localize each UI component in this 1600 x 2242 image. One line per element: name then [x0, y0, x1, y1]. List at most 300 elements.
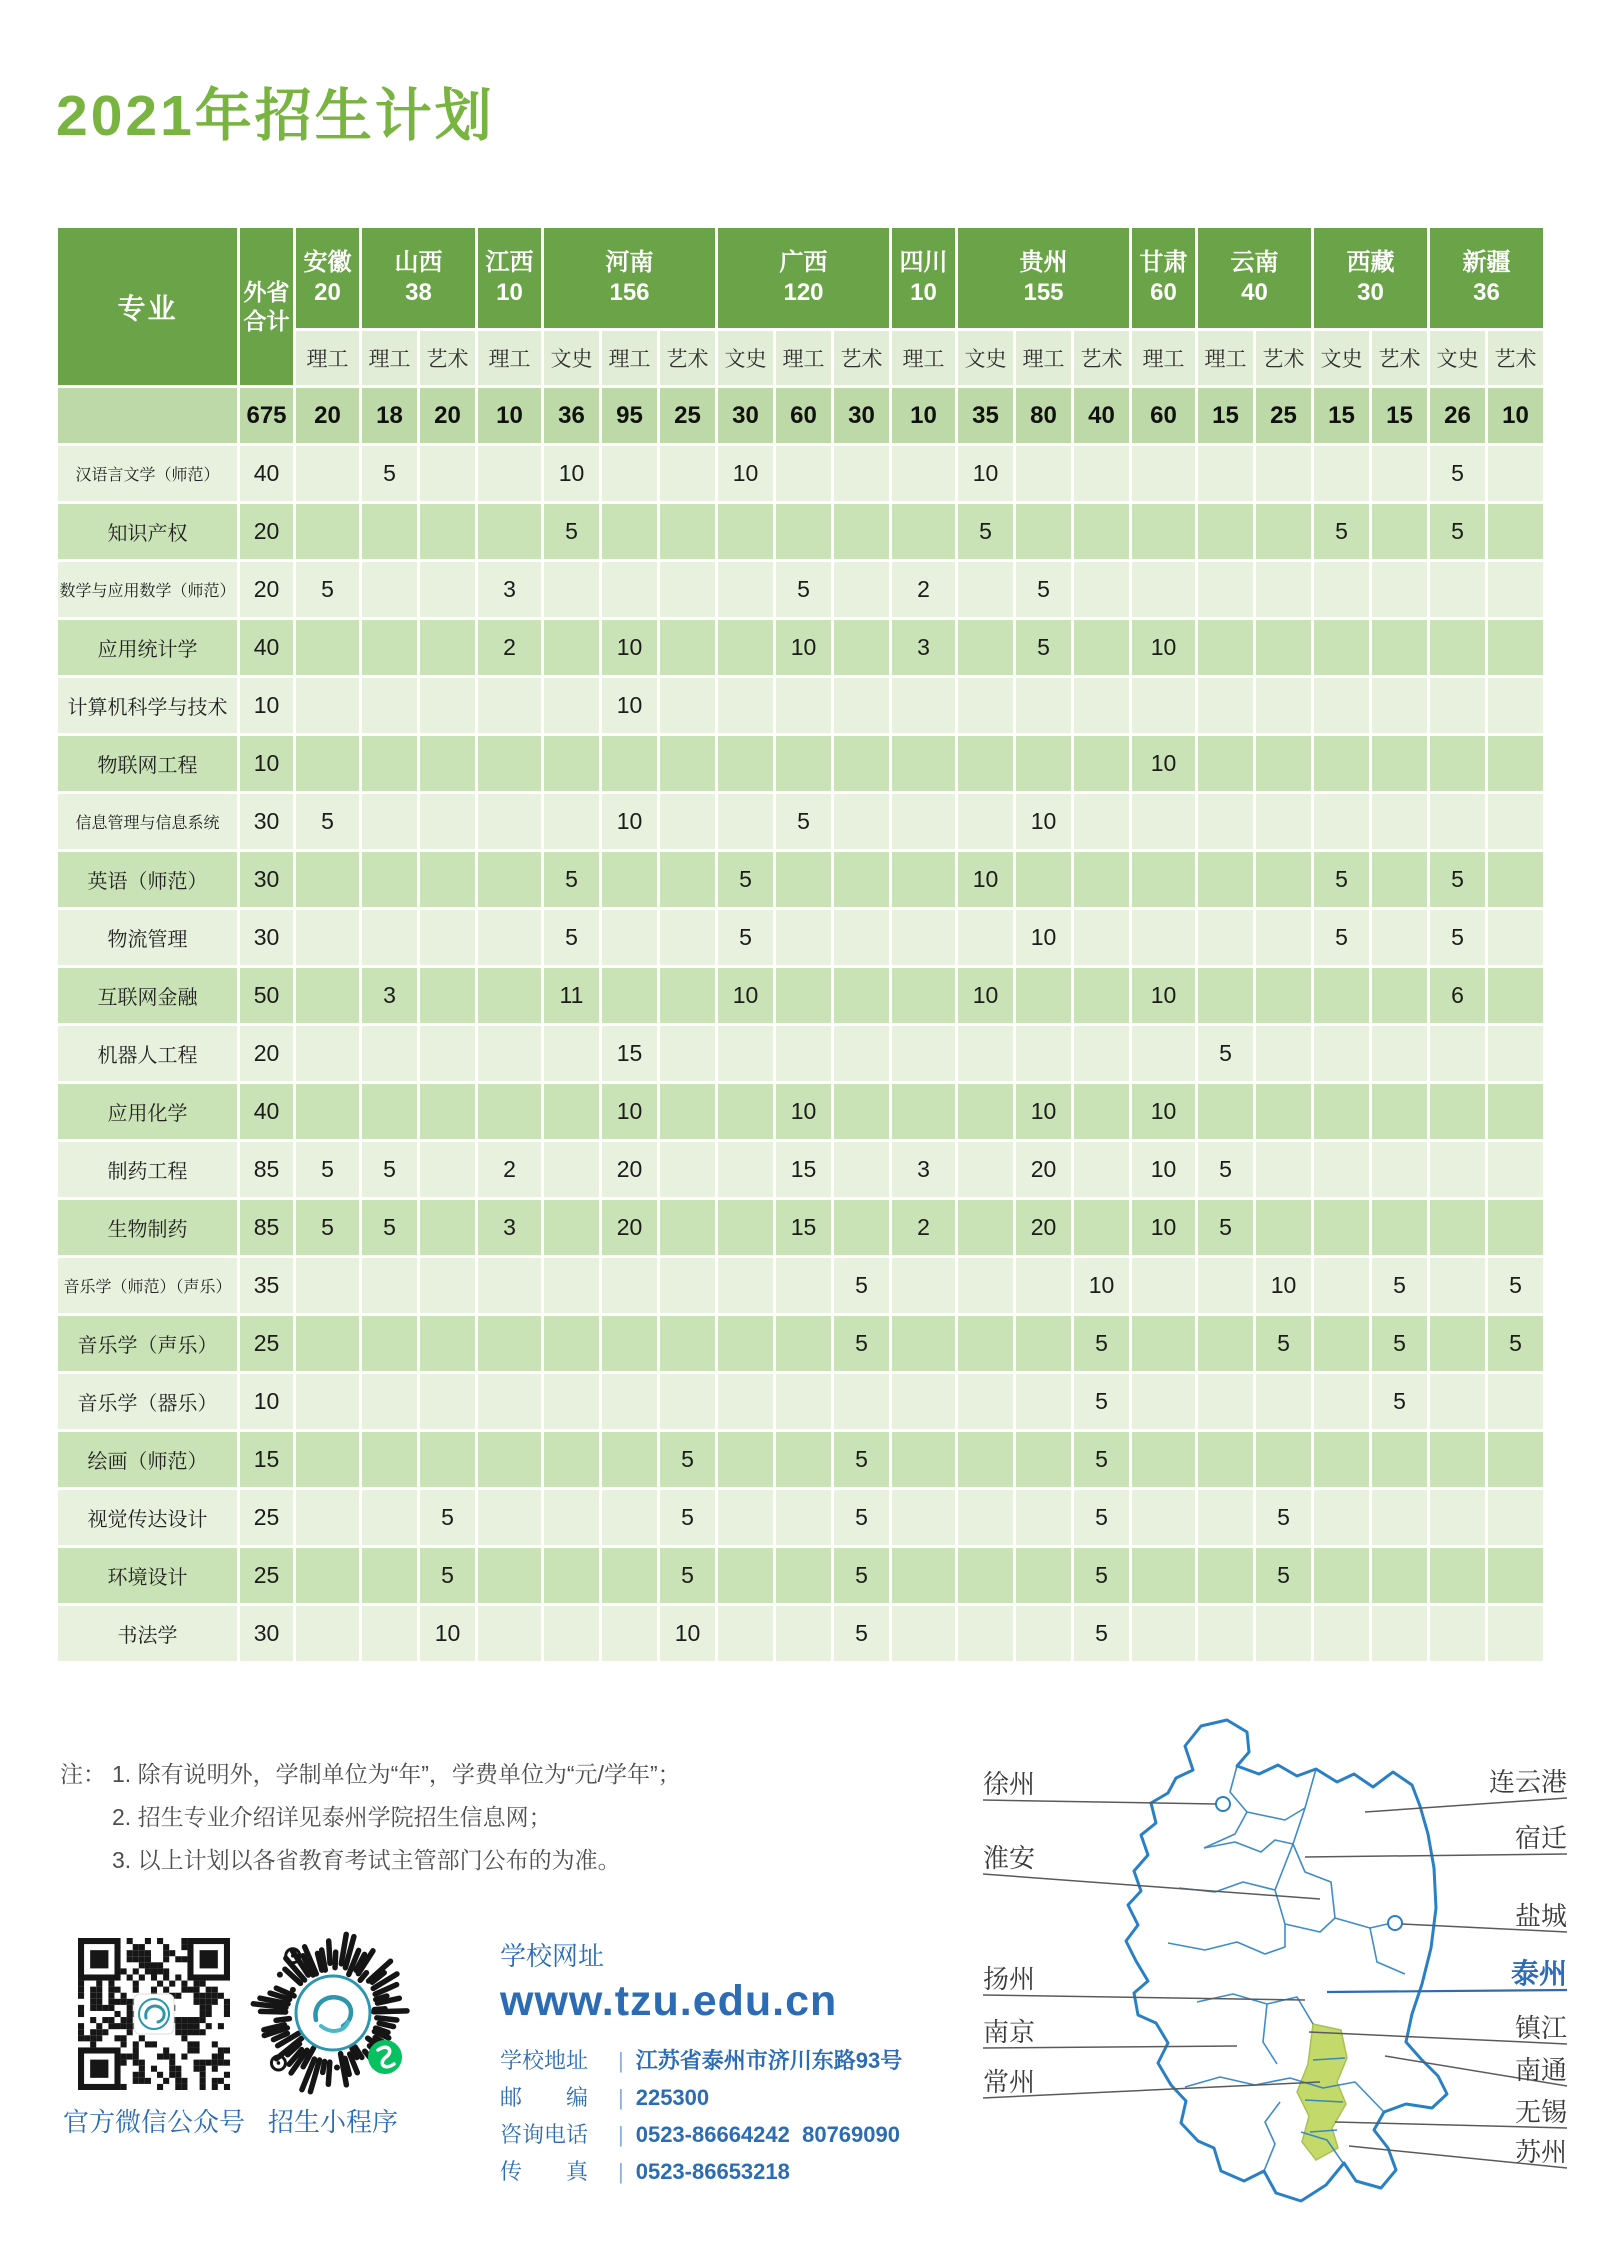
quota-cell	[419, 677, 477, 735]
quota-cell	[957, 1489, 1015, 1547]
quota-cell	[1255, 1199, 1313, 1257]
table-row	[57, 909, 1545, 967]
quota-cell	[361, 619, 419, 677]
quota-cell: 5	[1487, 1257, 1545, 1315]
note-item: 2. 招生专业介绍详见泰州学院招生信息网；	[112, 1804, 552, 1830]
quota-cell	[1313, 1083, 1371, 1141]
quota-cell	[717, 1257, 775, 1315]
totals-value-cell: 60	[775, 387, 833, 445]
quota-cell	[833, 967, 891, 1025]
quota-cell	[601, 1315, 659, 1373]
quota-cell	[1487, 445, 1545, 503]
quota-cell	[419, 1257, 477, 1315]
miniprogram-label: 招生小程序	[267, 2107, 398, 2137]
quota-cell: 5	[833, 1489, 891, 1547]
quota-cell	[833, 503, 891, 561]
major-cell: 计算机科学与技术	[57, 677, 239, 735]
quota-cell: 10	[1015, 793, 1073, 851]
out-of-province-total-header	[239, 227, 295, 387]
quota-cell	[1197, 1431, 1255, 1489]
quota-cell	[1429, 619, 1487, 677]
province-name: 安徽	[303, 249, 352, 276]
quota-cell	[1371, 1431, 1429, 1489]
quota-cell	[1255, 619, 1313, 677]
quota-cell	[1255, 503, 1313, 561]
table-row	[57, 677, 1545, 735]
quota-cell	[543, 1315, 601, 1373]
quota-cell	[775, 1315, 833, 1373]
quota-cell	[717, 1431, 775, 1489]
province-header-cell	[717, 227, 891, 330]
quota-cell	[1371, 1489, 1429, 1547]
contact-block	[500, 1936, 902, 2190]
quota-cell	[1429, 1489, 1487, 1547]
quota-cell: 5	[419, 1489, 477, 1547]
quota-cell	[543, 619, 601, 677]
quota-cell	[717, 1373, 775, 1431]
quota-cell	[1015, 1547, 1073, 1605]
quota-cell	[717, 1605, 775, 1663]
map-city-label: 常州	[983, 2067, 1036, 2097]
quota-cell	[601, 503, 659, 561]
quota-cell	[775, 909, 833, 967]
quota-cell	[891, 677, 957, 735]
quota-cell: 10	[1131, 1083, 1197, 1141]
quota-cell	[659, 793, 717, 851]
quota-cell	[833, 1199, 891, 1257]
quota-cell	[659, 1141, 717, 1199]
divider: |	[618, 2048, 624, 2073]
map-city-label: 扬州	[983, 1964, 1036, 1994]
quota-cell	[891, 793, 957, 851]
quota-cell	[601, 561, 659, 619]
quota-cell	[295, 1257, 361, 1315]
quota-cell	[543, 1373, 601, 1431]
row-total-cell: 50	[239, 967, 295, 1025]
quota-cell	[295, 851, 361, 909]
table-row	[57, 1373, 1545, 1431]
totals-value-cell: 18	[361, 387, 419, 445]
quota-cell	[1371, 1547, 1429, 1605]
quota-cell	[1255, 1025, 1313, 1083]
major-cell: 环境设计	[57, 1547, 239, 1605]
quota-cell	[891, 1489, 957, 1547]
quota-cell	[957, 561, 1015, 619]
quota-cell	[1255, 909, 1313, 967]
quota-cell	[601, 445, 659, 503]
quota-cell: 3	[477, 561, 543, 619]
province-name: 广西	[779, 249, 828, 276]
quota-cell: 10	[543, 445, 601, 503]
divider: |	[618, 2085, 624, 2110]
quota-cell	[659, 1025, 717, 1083]
quota-cell: 10	[1131, 1141, 1197, 1199]
quota-cell: 10	[957, 851, 1015, 909]
row-total-cell: 30	[239, 851, 295, 909]
row-total-cell: 25	[239, 1547, 295, 1605]
quota-cell	[1131, 851, 1197, 909]
row-total-cell: 30	[239, 909, 295, 967]
quota-cell	[1131, 503, 1197, 561]
province-name: 西藏	[1346, 249, 1395, 276]
quota-cell: 5	[1429, 503, 1487, 561]
quota-cell	[1429, 1025, 1487, 1083]
quota-cell: 10	[601, 793, 659, 851]
quota-cell	[1131, 677, 1197, 735]
province-map-icon	[975, 1692, 1575, 2242]
quota-cell	[1131, 445, 1197, 503]
quota-cell	[659, 967, 717, 1025]
totals-value-cell: 20	[419, 387, 477, 445]
quota-cell	[295, 1431, 361, 1489]
major-cell: 音乐学（师范）（声乐）	[57, 1257, 239, 1315]
quota-cell	[775, 735, 833, 793]
quota-cell	[833, 619, 891, 677]
quota-cell: 5	[1073, 1431, 1131, 1489]
province-header-cell	[1429, 227, 1545, 330]
quota-cell: 20	[601, 1199, 659, 1257]
quota-cell	[891, 851, 957, 909]
major-cell: 生物制药	[57, 1199, 239, 1257]
quota-cell: 10	[717, 967, 775, 1025]
page-title: 2021年招生计划	[56, 84, 495, 148]
contact-row-zip: 邮 编 | 225300	[500, 2085, 710, 2110]
province-quota: 20	[314, 279, 341, 306]
quota-cell	[775, 503, 833, 561]
major-cell: 视觉传达设计	[57, 1489, 239, 1547]
quota-cell: 10	[601, 677, 659, 735]
quota-cell: 10	[957, 445, 1015, 503]
quota-cell	[1313, 445, 1371, 503]
row-total-cell: 40	[239, 1083, 295, 1141]
map-city-label: 盐城	[1514, 1901, 1567, 1931]
quota-cell	[543, 735, 601, 793]
quota-cell	[1313, 1141, 1371, 1199]
quota-cell	[295, 1489, 361, 1547]
table-row	[57, 1315, 1545, 1373]
miniprogram-code	[250, 1930, 416, 2096]
quota-cell	[833, 1141, 891, 1199]
quota-cell	[1487, 909, 1545, 967]
contact-row-fax: 传 真 | 0523-86653218	[500, 2159, 790, 2184]
contact-row-address: 学校地址 | 江苏省泰州市济川东路93号	[500, 2048, 903, 2073]
quota-cell	[361, 793, 419, 851]
quota-cell	[833, 909, 891, 967]
province-header-cell	[1313, 227, 1429, 330]
quota-cell	[1371, 851, 1429, 909]
quota-cell: 5	[1429, 445, 1487, 503]
quota-cell	[1131, 909, 1197, 967]
quota-cell: 5	[833, 1547, 891, 1605]
quota-cell: 10	[1015, 909, 1073, 967]
row-total-cell: 10	[239, 1373, 295, 1431]
quota-cell	[419, 1141, 477, 1199]
table-row	[57, 619, 1545, 677]
quota-cell: 10	[1255, 1257, 1313, 1315]
quota-cell	[957, 619, 1015, 677]
total-header-line: 外省	[243, 278, 290, 305]
quota-cell: 5	[295, 1141, 361, 1199]
quota-cell: 10	[601, 619, 659, 677]
quota-cell	[957, 1605, 1015, 1663]
table-row	[57, 1431, 1545, 1489]
subject-header-cell: 理工	[775, 330, 833, 387]
quota-cell	[1487, 1025, 1545, 1083]
quota-cell: 5	[833, 1257, 891, 1315]
quota-cell	[775, 851, 833, 909]
quota-cell: 10	[1131, 967, 1197, 1025]
quota-cell	[1197, 1605, 1255, 1663]
major-cell: 数学与应用数学（师范）	[57, 561, 239, 619]
quota-cell: 5	[659, 1431, 717, 1489]
quota-cell	[361, 851, 419, 909]
quota-cell	[833, 561, 891, 619]
quota-cell	[1429, 1373, 1487, 1431]
miniprogram-sunburst-icon	[250, 1930, 416, 2096]
note-item: 1. 除有说明外，学制单位为“年”，学费单位为“元/学年”；	[112, 1761, 681, 1787]
quota-cell	[1487, 1373, 1545, 1431]
quota-cell	[891, 445, 957, 503]
quota-cell	[1015, 445, 1073, 503]
quota-cell	[1131, 1431, 1197, 1489]
quota-cell	[1197, 1083, 1255, 1141]
quota-cell	[295, 1083, 361, 1141]
quota-cell	[775, 1547, 833, 1605]
quota-cell: 10	[1131, 1199, 1197, 1257]
quota-cell	[659, 677, 717, 735]
quota-cell: 5	[1197, 1025, 1255, 1083]
quota-cell	[957, 1315, 1015, 1373]
totals-value-cell: 20	[295, 387, 361, 445]
quota-cell	[1197, 1257, 1255, 1315]
quota-cell	[1073, 1199, 1131, 1257]
quota-cell	[361, 1431, 419, 1489]
quota-cell	[833, 1025, 891, 1083]
quota-cell	[295, 619, 361, 677]
quota-cell	[419, 851, 477, 909]
quota-cell: 5	[1197, 1141, 1255, 1199]
row-total-cell: 20	[239, 503, 295, 561]
totals-major-cell	[57, 387, 239, 445]
quota-cell	[295, 1373, 361, 1431]
table-row	[57, 1199, 1545, 1257]
map-city-label: 徐州	[983, 1769, 1036, 1799]
quota-cell	[1429, 1141, 1487, 1199]
quota-cell	[419, 1025, 477, 1083]
quota-cell: 10	[1131, 735, 1197, 793]
quota-cell	[1015, 1489, 1073, 1547]
note-item: 3. 以上计划以各省教育考试主管部门公布的为准。	[112, 1847, 621, 1873]
quota-cell	[419, 445, 477, 503]
quota-cell: 5	[775, 793, 833, 851]
totals-value-cell: 10	[477, 387, 543, 445]
province-name: 山西	[394, 249, 443, 276]
quota-cell: 5	[1371, 1315, 1429, 1373]
quota-cell	[891, 909, 957, 967]
quota-cell	[1313, 1489, 1371, 1547]
quota-cell	[1197, 619, 1255, 677]
row-total-cell: 10	[239, 677, 295, 735]
quota-cell: 2	[477, 619, 543, 677]
quota-cell	[419, 793, 477, 851]
quota-cell	[1313, 1431, 1371, 1489]
quota-cell	[1197, 503, 1255, 561]
table-row	[57, 793, 1545, 851]
totals-value-cell: 15	[1371, 387, 1429, 445]
province-quota: 30	[1357, 279, 1384, 306]
quota-cell	[891, 1025, 957, 1083]
quota-cell	[1429, 1315, 1487, 1373]
row-total-cell: 40	[239, 445, 295, 503]
quota-cell	[543, 1257, 601, 1315]
quota-cell: 20	[1015, 1199, 1073, 1257]
quota-cell	[295, 967, 361, 1025]
quota-cell	[477, 677, 543, 735]
quota-cell	[295, 735, 361, 793]
quota-cell	[1197, 851, 1255, 909]
quota-cell	[295, 503, 361, 561]
grand-total-cell: 675	[239, 387, 295, 445]
totals-value-cell: 40	[1073, 387, 1131, 445]
quota-cell	[1131, 1315, 1197, 1373]
quota-cell	[891, 1083, 957, 1141]
quota-cell	[543, 1141, 601, 1199]
quota-cell: 5	[1429, 851, 1487, 909]
quota-cell	[833, 677, 891, 735]
quota-cell	[477, 735, 543, 793]
quota-cell	[891, 1605, 957, 1663]
quota-cell: 5	[295, 793, 361, 851]
quota-cell	[1197, 735, 1255, 793]
quota-cell	[957, 677, 1015, 735]
quota-cell	[833, 1373, 891, 1431]
quota-cell: 5	[419, 1547, 477, 1605]
quota-cell	[1073, 793, 1131, 851]
quota-cell	[1131, 1373, 1197, 1431]
quota-cell	[601, 1431, 659, 1489]
quota-cell: 5	[543, 909, 601, 967]
quota-cell: 5	[1073, 1605, 1131, 1663]
major-cell: 知识产权	[57, 503, 239, 561]
quota-cell: 3	[891, 1141, 957, 1199]
quota-cell	[477, 851, 543, 909]
quota-cell	[543, 1547, 601, 1605]
quota-cell	[419, 1315, 477, 1373]
province-name: 江西	[485, 249, 534, 276]
map-city-label-taizhou: 泰州	[1510, 1958, 1567, 1989]
quota-cell	[891, 1547, 957, 1605]
totals-value-cell: 30	[717, 387, 775, 445]
totals-value-cell: 36	[543, 387, 601, 445]
quota-cell	[1255, 967, 1313, 1025]
quota-cell	[1371, 1083, 1429, 1141]
quota-cell	[1073, 445, 1131, 503]
quota-cell: 5	[295, 561, 361, 619]
major-cell: 机器人工程	[57, 1025, 239, 1083]
subject-header-cell: 艺术	[1073, 330, 1131, 387]
subject-header-cell: 艺术	[659, 330, 717, 387]
quota-cell	[1197, 793, 1255, 851]
quota-cell	[1371, 619, 1429, 677]
quota-cell	[543, 1431, 601, 1489]
quota-cell	[957, 1373, 1015, 1431]
quota-cell: 5	[957, 503, 1015, 561]
major-cell: 音乐学（器乐）	[57, 1373, 239, 1431]
quota-cell	[477, 793, 543, 851]
quota-cell	[891, 1373, 957, 1431]
quota-cell	[1131, 1547, 1197, 1605]
quota-cell	[717, 1547, 775, 1605]
quota-cell: 5	[1313, 503, 1371, 561]
quota-cell	[775, 445, 833, 503]
map-city-label: 无锡	[1514, 2097, 1567, 2127]
province-name: 甘肃	[1139, 249, 1188, 276]
quota-cell	[1255, 851, 1313, 909]
quota-cell: 5	[833, 1431, 891, 1489]
subject-header-cell: 艺术	[419, 330, 477, 387]
quota-cell	[601, 735, 659, 793]
table-row	[57, 445, 1545, 503]
quota-cell	[1197, 909, 1255, 967]
province-quota: 40	[1241, 279, 1268, 306]
website-label: 学校网址	[500, 1941, 605, 1971]
map-city-label: 南京	[983, 2017, 1036, 2047]
province-quota: 155	[1023, 279, 1064, 306]
quota-cell	[419, 503, 477, 561]
quota-cell	[717, 1315, 775, 1373]
quota-cell	[775, 677, 833, 735]
quota-cell	[1073, 967, 1131, 1025]
quota-cell: 5	[1313, 851, 1371, 909]
totals-value-cell: 80	[1015, 387, 1073, 445]
quota-cell	[775, 1257, 833, 1315]
quota-cell	[1487, 1083, 1545, 1141]
notes-block	[60, 1753, 681, 1882]
totals-value-cell: 15	[1197, 387, 1255, 445]
table-row	[57, 561, 1545, 619]
province-header-cell	[891, 227, 957, 330]
quota-cell	[957, 1025, 1015, 1083]
quota-cell	[419, 1199, 477, 1257]
quota-cell	[361, 677, 419, 735]
quota-cell	[833, 445, 891, 503]
quota-cell	[1371, 445, 1429, 503]
quota-cell: 15	[775, 1141, 833, 1199]
quota-cell: 5	[1015, 619, 1073, 677]
quota-cell	[1429, 735, 1487, 793]
quota-cell	[717, 1489, 775, 1547]
quota-cell	[1255, 677, 1313, 735]
contact-rows	[500, 2042, 902, 2190]
row-total-cell: 10	[239, 735, 295, 793]
quota-cell	[601, 967, 659, 1025]
admission-table-wrap	[55, 225, 1546, 1664]
quota-cell	[419, 1431, 477, 1489]
quota-cell	[1255, 1141, 1313, 1199]
quota-cell	[295, 1025, 361, 1083]
quota-cell	[477, 1315, 543, 1373]
table-row	[57, 1489, 1545, 1547]
quota-cell	[659, 1257, 717, 1315]
quota-cell: 3	[361, 967, 419, 1025]
quota-cell: 5	[1371, 1257, 1429, 1315]
quota-cell	[477, 1431, 543, 1489]
totals-value-cell: 30	[833, 387, 891, 445]
quota-cell: 5	[659, 1547, 717, 1605]
totals-value-cell: 25	[1255, 387, 1313, 445]
quota-cell	[957, 1083, 1015, 1141]
quota-cell	[419, 735, 477, 793]
